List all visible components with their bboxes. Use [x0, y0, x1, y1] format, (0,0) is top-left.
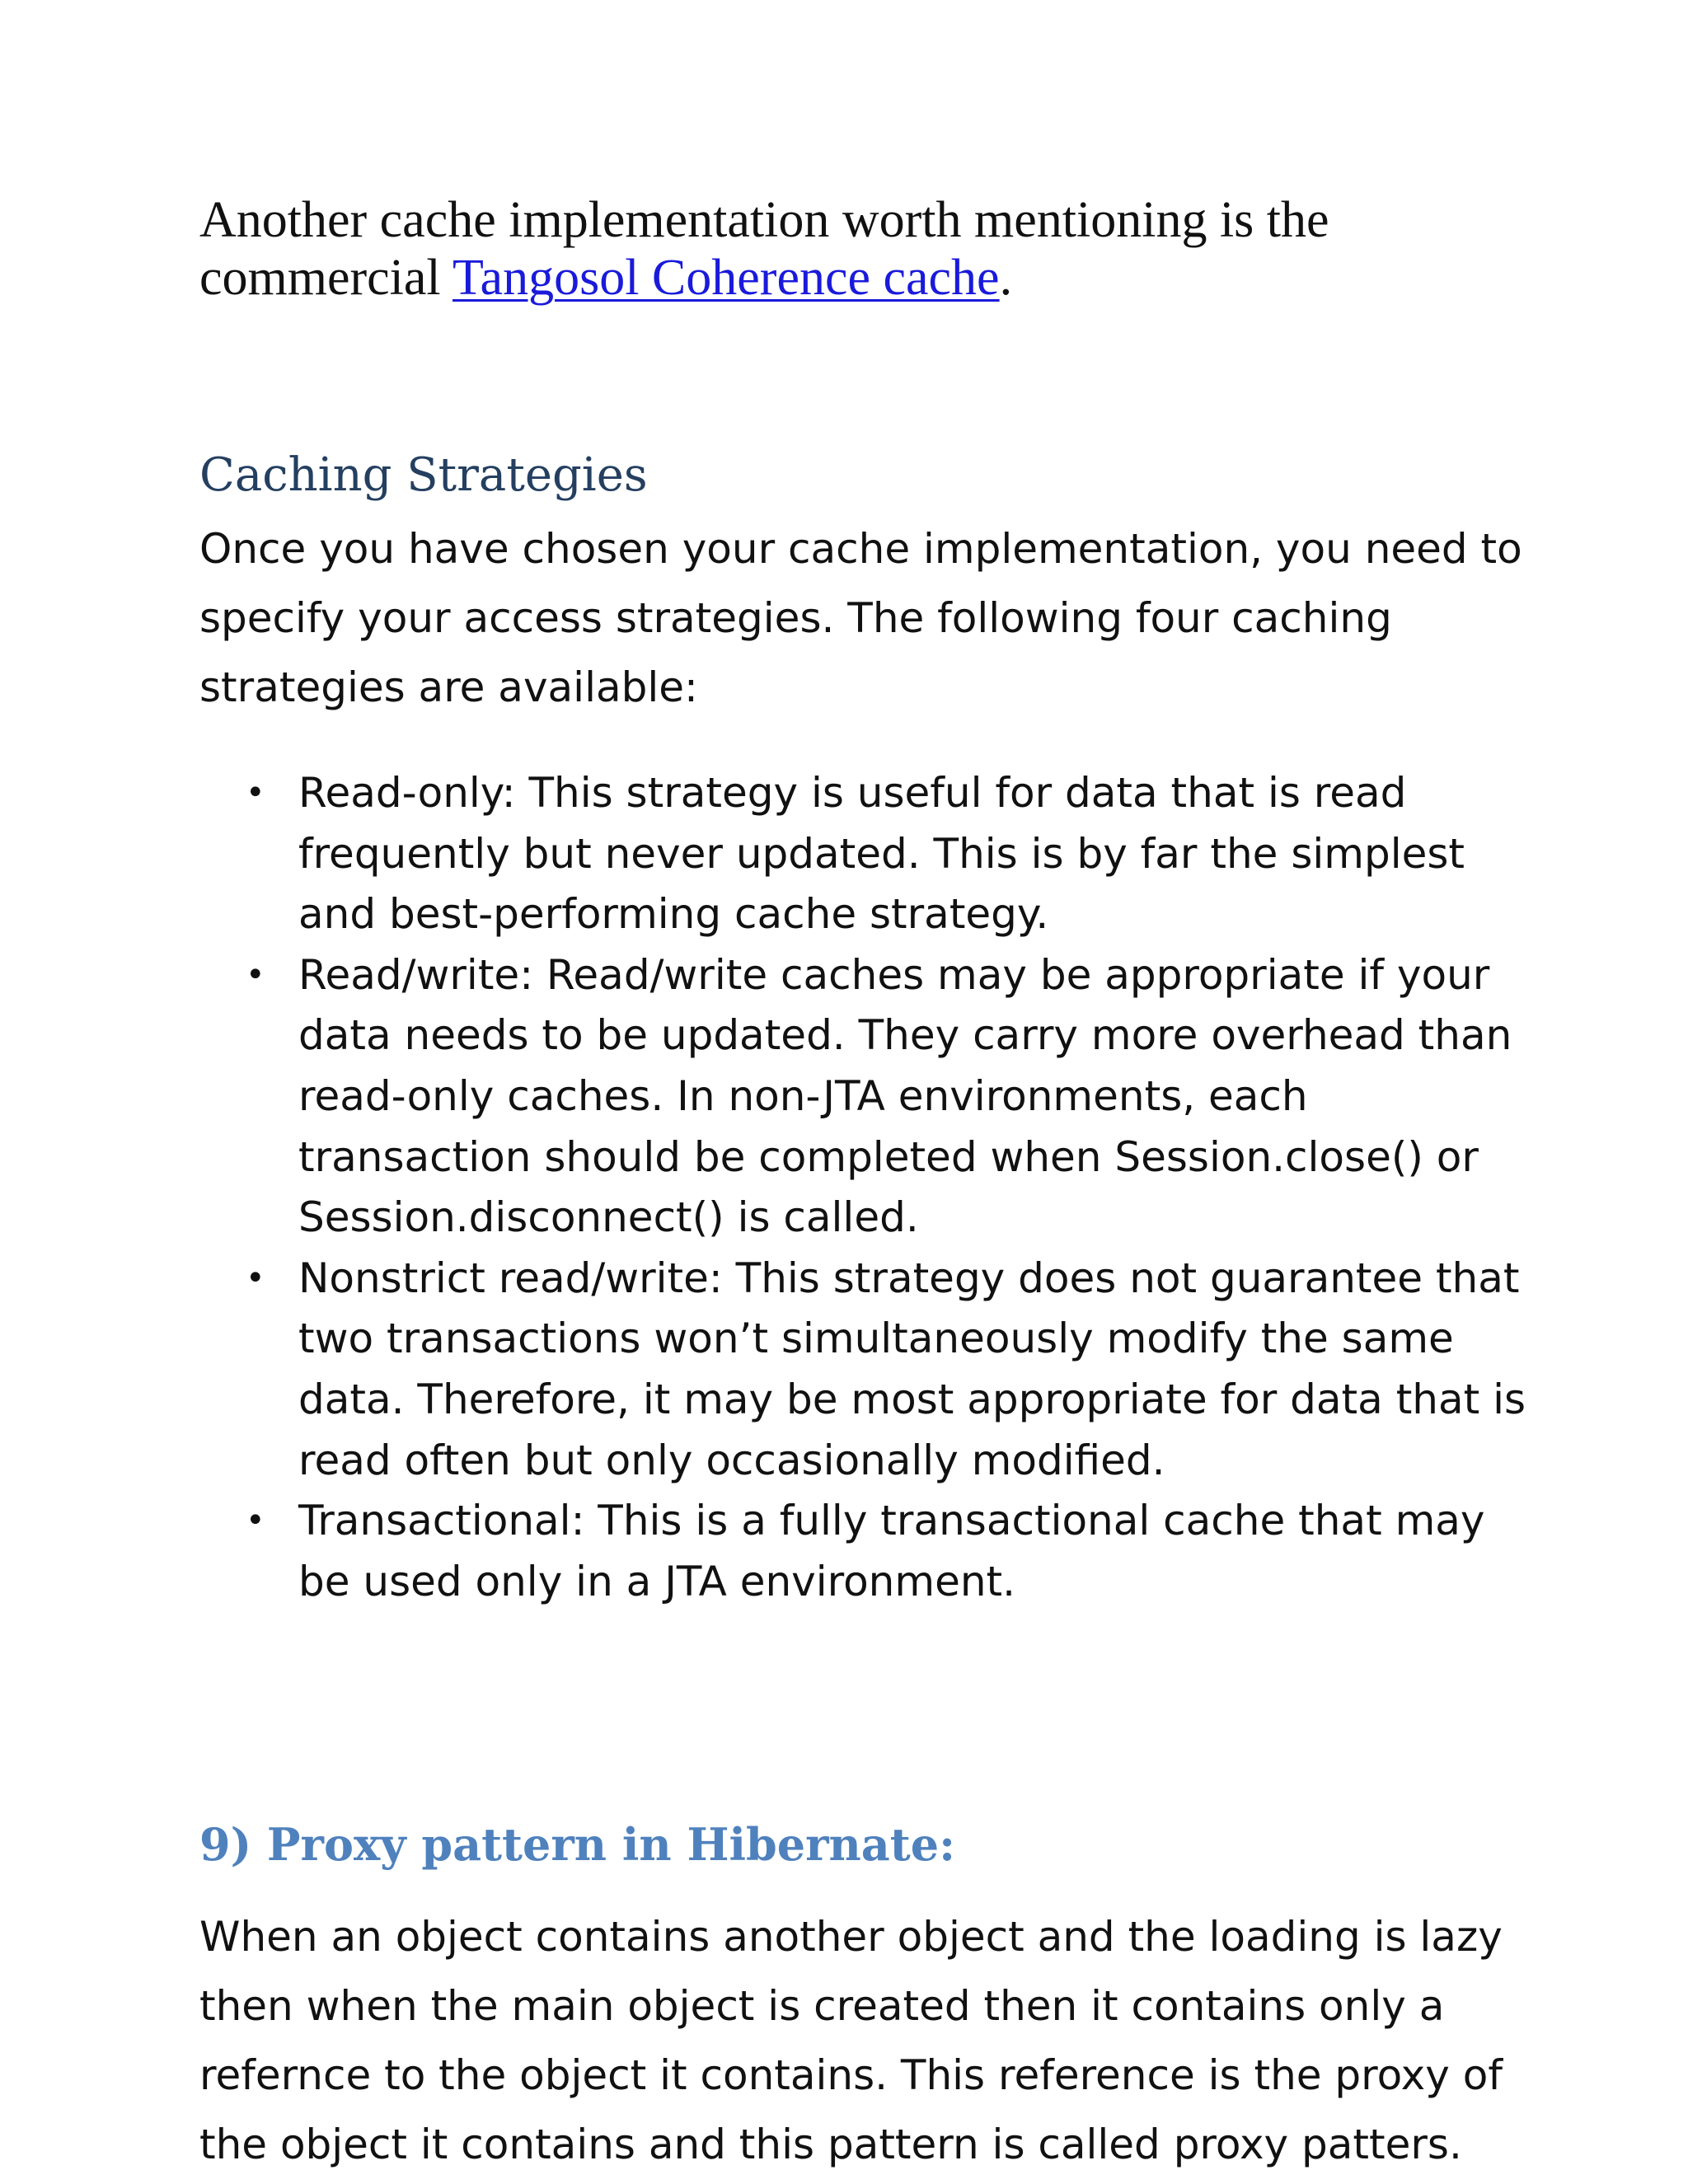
list-item-read-write: [199, 945, 1535, 1249]
list-item-read-only: [199, 763, 1535, 945]
proxy-pattern-paragraph: When an object contains another object and the loading is lazy then when the main object is created then it contains only a refernce to the object it contains. This reference is the proxy of the object it contains and this pattern is called proxy patters.: [199, 1913, 1503, 2168]
strategies-paragraph: Once you have chosen your cache implementation, you need to specify your access strategies. The following four caching strategies are available:: [199, 525, 1522, 711]
list-item-text: Nonstrict read/write: This strategy does not guarantee that two transactions won’t simultaneously modify the same data. Therefore, it may be most appropriate for data that is read often but only occasionally modified.: [298, 1254, 1526, 1484]
bullet-icon: •: [246, 774, 265, 812]
list-item-text: Transactional: This is a fully transactional cache that may be used only in a JTA environment.: [298, 1497, 1485, 1605]
proxy-pattern-heading: 9) Proxy pattern in Hibernate:: [199, 1818, 956, 1871]
intro-period: .: [999, 250, 1013, 306]
page-content: [199, 191, 1535, 2168]
bullet-icon: •: [246, 1258, 265, 1297]
list-item-text: Read-only: This strategy is useful for data that is read frequently but never updated. This is by far the simplest and best-performing cache strategy.: [298, 769, 1465, 939]
caching-strategies-heading: Caching Strategies: [199, 448, 648, 502]
strategies-list: [199, 763, 1535, 1612]
intro-text: Another cache implementation worth mentioning is the commercial: [199, 192, 1329, 306]
list-item-text: Read/write: Read/write caches may be appropriate if your data needs to be updated. They carry more overhead than read-only caches. In non-JTA environments, each transaction should be completed when Session.close() or Session.disconnect() is called.: [298, 950, 1512, 1242]
intro-paragraph: [199, 191, 1535, 307]
tangosol-coherence-link[interactable]: Tangosol Coherence cache: [452, 250, 1000, 306]
list-item-transactional: [199, 1491, 1535, 1612]
list-item-nonstrict-read-write: [199, 1249, 1535, 1491]
bullet-icon: •: [246, 955, 265, 994]
bullet-icon: •: [246, 1502, 265, 1540]
